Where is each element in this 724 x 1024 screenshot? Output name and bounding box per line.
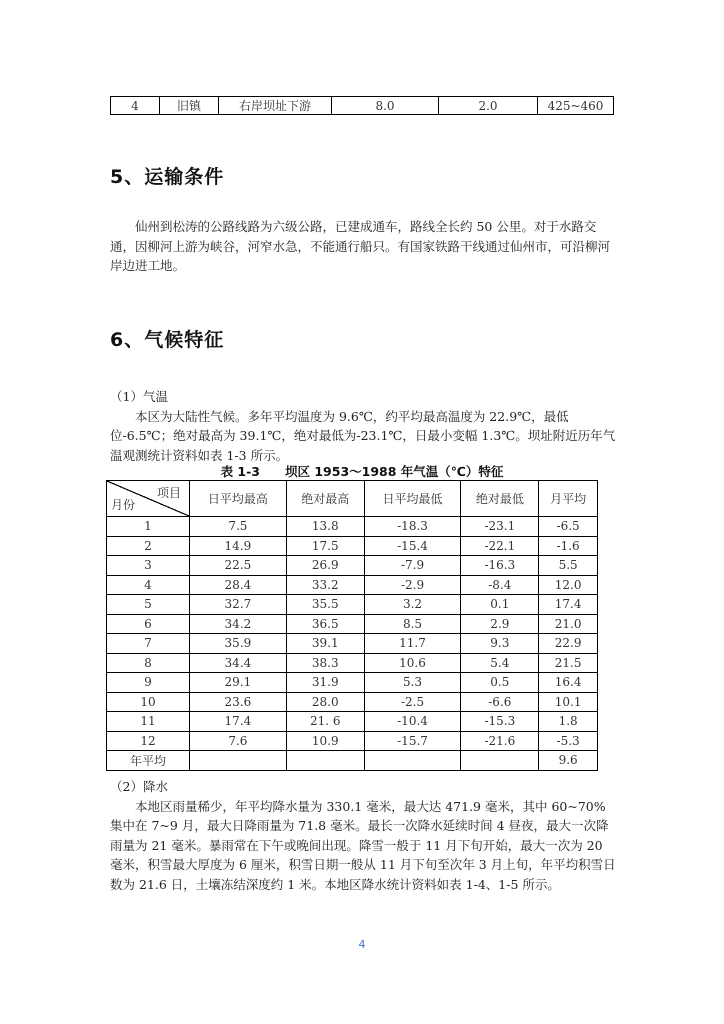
table-cell: 33.2 [286, 575, 364, 595]
table-cell: 34.4 [190, 653, 287, 673]
month-cell: 10 [107, 692, 190, 712]
table-row [107, 536, 598, 556]
precipitation-section [110, 777, 616, 894]
table-cell: 5.3 [364, 673, 461, 693]
table-cell: 0.5 [461, 673, 539, 693]
month-cell: 年平均 [107, 751, 190, 771]
precipitation-paragraph: 本地区雨量稀少，年平均降水量为 330.1 毫米，最大达 471.9 毫米，其中 60~70%集中在 7~9 月，最大日降雨量为 71.8 毫米。最长一次降水延续时间 4 昼夜，最大一次降雨量为 21 毫米。暴雨常在下午或晚间出现。降雪一般于 11 月下旬开始，最大一次为 20 毫米，积雪最大厚度为 6 厘米，积雪日期一般从 11 月下旬至次年 3 月上旬，年平均积雪日数为 21.6 日，土壤冻结深度约 1 米。本地区降水统计资料如表 1-4、1-5 所示。 [110, 798, 616, 892]
table-cell: 12.0 [539, 575, 598, 595]
section-5-paragraph: 仙州到松涛的公路线路为六级公路，已建成通车，路线全长约 50 公里。对于水路交通，因柳河上游为峡谷，河窄水急，不能通行船只。有国家铁路干线通过仙州市，可沿柳河岸边进工地。 [110, 219, 611, 273]
table-row [107, 517, 598, 537]
table-cell: -2.5 [364, 692, 461, 712]
table-cell [461, 751, 539, 771]
table-cell: 3.2 [364, 595, 461, 615]
section-5-heading: 5、运输条件 [110, 166, 225, 188]
table-cell: 9.6 [539, 751, 598, 771]
table-row [107, 575, 598, 595]
month-cell: 8 [107, 653, 190, 673]
table-cell: 23.6 [190, 692, 287, 712]
table-cell: 7.5 [190, 517, 287, 537]
table-row [107, 653, 598, 673]
column-header: 绝对最低 [461, 481, 539, 517]
table-cell: -6.6 [461, 692, 539, 712]
table-cell: 35.5 [286, 595, 364, 615]
table-cell: 5.4 [461, 653, 539, 673]
table-cell: 21. 6 [286, 712, 364, 732]
column-header: 日平均最低 [364, 481, 461, 517]
table-cell: 9.3 [461, 634, 539, 654]
table-cell: 425~460 [538, 97, 614, 115]
table-row [107, 731, 598, 751]
table-cell [286, 751, 364, 771]
corner-header [107, 481, 190, 517]
table-cell: 16.4 [539, 673, 598, 693]
table-cell: 28.0 [286, 692, 364, 712]
table-cell: 31.9 [286, 673, 364, 693]
temperature-section [110, 387, 616, 465]
month-cell: 6 [107, 614, 190, 634]
table-cell: 28.4 [190, 575, 287, 595]
table-caption: 表 1-3 坝区 1953～1988 年气温（℃）特征 [220, 464, 504, 479]
table-cell: 10.6 [364, 653, 461, 673]
table-cell: -18.3 [364, 517, 461, 537]
table-cell: 8.0 [332, 97, 439, 115]
table-cell: -23.1 [461, 517, 539, 537]
month-cell: 2 [107, 536, 190, 556]
month-cell: 1 [107, 517, 190, 537]
table-row [107, 556, 598, 576]
month-cell: 11 [107, 712, 190, 732]
table-cell: -15.4 [364, 536, 461, 556]
page-number: 4 [358, 938, 366, 951]
month-cell: 5 [107, 595, 190, 615]
table-cell: 5.5 [539, 556, 598, 576]
column-header: 日平均最高 [190, 481, 287, 517]
table-row [107, 634, 598, 654]
table-cell: 旧镇 [160, 97, 219, 115]
column-header: 绝对最高 [286, 481, 364, 517]
table-cell: -15.3 [461, 712, 539, 732]
corner-item-label: 项目 [156, 486, 181, 500]
table-row [107, 712, 598, 732]
table-row [111, 97, 614, 115]
section-5-body [110, 217, 616, 276]
table-cell: 36.5 [286, 614, 364, 634]
table-cell: -15.7 [364, 731, 461, 751]
table-cell: -2.9 [364, 575, 461, 595]
month-cell: 3 [107, 556, 190, 576]
table-cell: 1.8 [539, 712, 598, 732]
table-cell: -21.6 [461, 731, 539, 751]
table-cell: -7.9 [364, 556, 461, 576]
table-cell: -1.6 [539, 536, 598, 556]
water-source-table [110, 96, 614, 115]
temperature-label: （1）气温 [110, 389, 168, 404]
table-cell: 7.6 [190, 731, 287, 751]
table-cell: -6.5 [539, 517, 598, 537]
table-cell: 21.0 [539, 614, 598, 634]
table-cell: 35.9 [190, 634, 287, 654]
temperature-paragraph: 本区为大陆性气候。多年平均温度为 9.6℃，约平均最高温度为 22.9℃，最低位-6.5℃；绝对最高为 39.1℃，绝对最低为-23.1℃，日最小变幅 1.3℃。坝址附近历年气温观测统计资料如表 1-3 所示。 [110, 408, 616, 463]
table-row [107, 692, 598, 712]
table-cell: 4 [111, 97, 160, 115]
table-cell: 10.9 [286, 731, 364, 751]
table-cell: 29.1 [190, 673, 287, 693]
table-row [107, 673, 598, 693]
month-cell: 4 [107, 575, 190, 595]
table-cell: 2.9 [461, 614, 539, 634]
table-cell: -5.3 [539, 731, 598, 751]
corner-month-label: 月份 [111, 498, 136, 512]
table-cell: 17.5 [286, 536, 364, 556]
table-cell: 22.5 [190, 556, 287, 576]
table-row [107, 614, 598, 634]
table-cell: 11.7 [364, 634, 461, 654]
table-cell: -10.4 [364, 712, 461, 732]
table-cell: 34.2 [190, 614, 287, 634]
table-cell: 10.1 [539, 692, 598, 712]
month-cell: 9 [107, 673, 190, 693]
temperature-table [106, 480, 598, 771]
table-cell: 26.9 [286, 556, 364, 576]
table-row [107, 595, 598, 615]
table-cell [190, 751, 287, 771]
section-6-heading: 6、气候特征 [110, 329, 225, 351]
table-cell: 17.4 [190, 712, 287, 732]
temperature-table-body [107, 517, 598, 771]
table-cell: 21.5 [539, 653, 598, 673]
table-cell: 2.0 [439, 97, 538, 115]
month-cell: 12 [107, 731, 190, 751]
table-cell: 39.1 [286, 634, 364, 654]
table-row [107, 751, 598, 771]
table-cell: 32.7 [190, 595, 287, 615]
precipitation-label: （2）降水 [110, 779, 168, 794]
table-cell: 22.9 [539, 634, 598, 654]
diagonal-header-cell [107, 481, 189, 516]
table-cell: 8.5 [364, 614, 461, 634]
table-cell: -16.3 [461, 556, 539, 576]
table-cell: 右岸坝址下游 [219, 97, 332, 115]
table-cell: -22.1 [461, 536, 539, 556]
table-cell [364, 751, 461, 771]
table-cell: -8.4 [461, 575, 539, 595]
column-header: 月平均 [539, 481, 598, 517]
table-cell: 38.3 [286, 653, 364, 673]
table-cell: 14.9 [190, 536, 287, 556]
table-cell: 17.4 [539, 595, 598, 615]
table-cell: 0.1 [461, 595, 539, 615]
table-cell: 13.8 [286, 517, 364, 537]
month-cell: 7 [107, 634, 190, 654]
table-header-row [107, 481, 598, 517]
